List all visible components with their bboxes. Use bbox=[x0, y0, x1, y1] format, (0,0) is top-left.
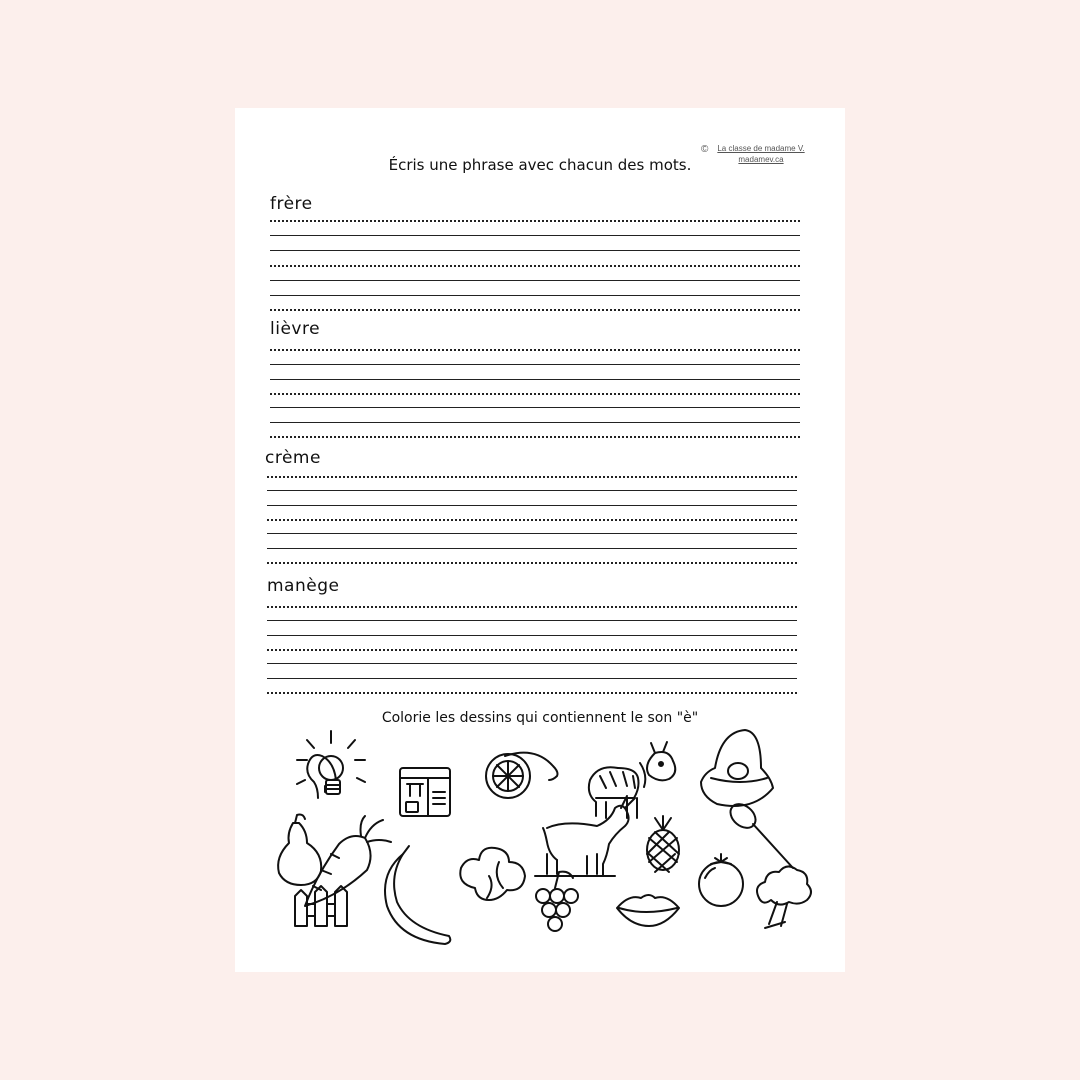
word-lievre: lièvre bbox=[270, 319, 321, 339]
pear-icon[interactable] bbox=[278, 815, 321, 886]
word-frere: frère bbox=[270, 194, 313, 214]
word-creme: crème bbox=[265, 448, 321, 468]
worksheet-page bbox=[235, 108, 845, 972]
copyright-author[interactable]: La classe de madame V. bbox=[717, 144, 805, 153]
word-manege: manège bbox=[267, 576, 340, 596]
banana-icon[interactable] bbox=[385, 846, 450, 944]
zebra-icon[interactable] bbox=[589, 742, 675, 818]
avocado-icon[interactable] bbox=[701, 730, 773, 806]
lightbulb-icon[interactable] bbox=[297, 731, 365, 798]
page-title: Écris une phrase avec chacun des mots. bbox=[388, 156, 692, 174]
lips-icon[interactable] bbox=[617, 895, 679, 926]
coloring-instruction: Colorie les dessins qui contiennent le son "è" bbox=[381, 710, 699, 726]
grapes-icon[interactable] bbox=[536, 872, 578, 931]
tomato-icon[interactable] bbox=[699, 854, 743, 906]
goat-icon[interactable] bbox=[535, 796, 635, 876]
pineapple-icon[interactable] bbox=[647, 816, 679, 872]
coloring-pictures bbox=[235, 108, 845, 972]
coffee-machine-icon[interactable] bbox=[400, 768, 450, 816]
copyright-symbol: © bbox=[701, 144, 709, 155]
copyright-website[interactable]: madamev.ca bbox=[738, 155, 784, 164]
lettuce-icon[interactable] bbox=[460, 848, 525, 900]
broccoli-icon[interactable] bbox=[757, 866, 811, 928]
spoon-icon[interactable] bbox=[726, 799, 793, 868]
lemon-icon[interactable] bbox=[486, 753, 558, 798]
